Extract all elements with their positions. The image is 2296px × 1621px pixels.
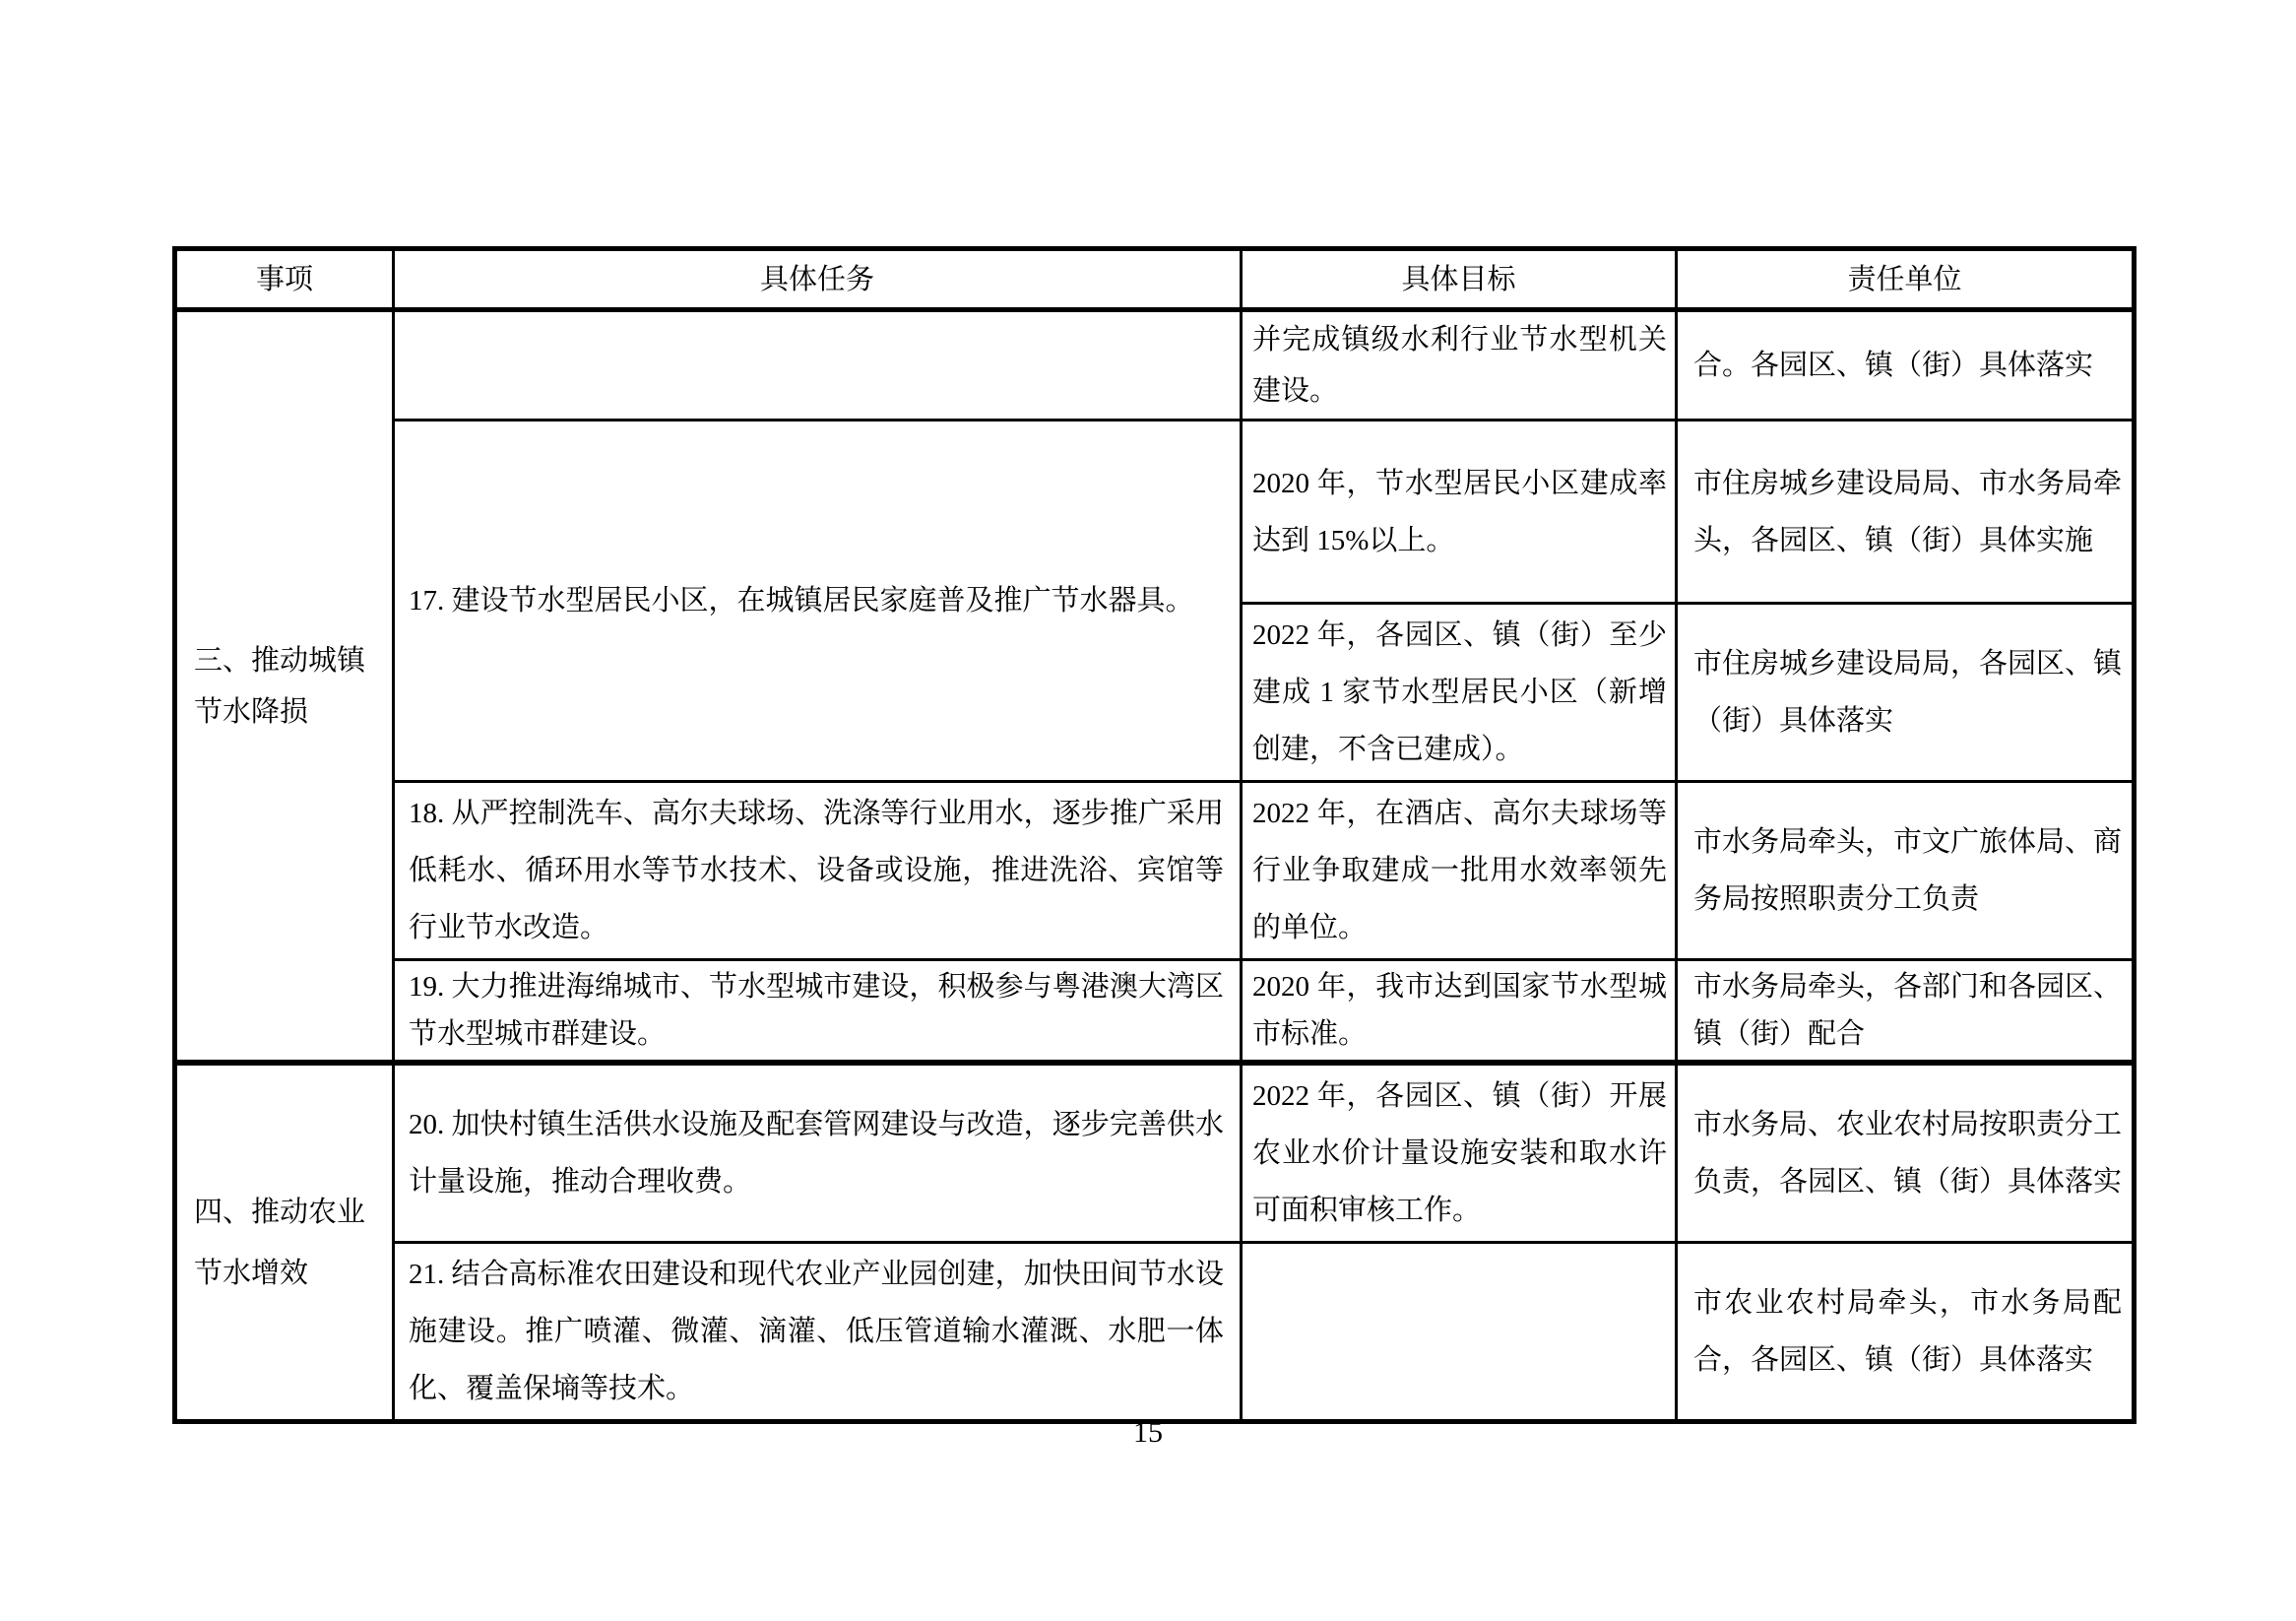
unit-cell: 合。各园区、镇（街）具体落实	[1677, 310, 2135, 421]
goal-cell: 2022 年，在酒店、高尔夫球场等行业争取建成一批用水效率领先的单位。	[1242, 782, 1677, 960]
header-task: 具体任务	[394, 249, 1242, 310]
unit-cell: 市水务局牵头，各部门和各园区、镇（街）配合	[1677, 960, 2135, 1064]
goal-cell: 2020 年，节水型居民小区建成率达到 15%以上。	[1242, 421, 1677, 604]
table-row	[175, 1063, 2135, 1243]
table-row	[175, 421, 2135, 604]
unit-cell: 市住房城乡建设局局，各园区、镇（街）具体落实	[1677, 604, 2135, 782]
task-cell-17: 17. 建设节水型居民小区，在城镇居民家庭普及推广节水器具。	[394, 421, 1242, 782]
task-cell-18: 18. 从严控制洗车、高尔夫球场、洗涤等行业用水，逐步推广采用低耗水、循环用水等节水技术、设备或设施，推进洗浴、宾馆等行业节水改造。	[394, 782, 1242, 960]
unit-cell: 市水务局、农业农村局按职责分工负责，各园区、镇（街）具体落实	[1677, 1063, 2135, 1243]
section-label-urban: 三、推动城镇节水降损	[175, 310, 394, 1064]
goal-cell: 2020 年，我市达到国家节水型城市标准。	[1242, 960, 1677, 1064]
unit-cell: 市住房城乡建设局局、市水务局牵头，各园区、镇（街）具体实施	[1677, 421, 2135, 604]
header-goal: 具体目标	[1242, 249, 1677, 310]
tasks-table	[172, 246, 2137, 1424]
table-row	[175, 1243, 2135, 1422]
table-row	[175, 310, 2135, 421]
goal-cell: 2022 年，各园区、镇（街）至少建成 1 家节水型居民小区（新增创建，不含已建成）。	[1242, 604, 1677, 782]
unit-cell: 市农业农村局牵头，市水务局配合，各园区、镇（街）具体落实	[1677, 1243, 2135, 1422]
header-unit: 责任单位	[1677, 249, 2135, 310]
task-cell-20: 20. 加快村镇生活供水设施及配套管网建设与改造，逐步完善供水计量设施，推动合理收费。	[394, 1063, 1242, 1243]
header-item: 事项	[175, 249, 394, 310]
task-cell-19: 19. 大力推进海绵城市、节水型城市建设，积极参与粤港澳大湾区节水型城市群建设。	[394, 960, 1242, 1064]
goal-cell: 并完成镇级水利行业节水型机关建设。	[1242, 310, 1677, 421]
table-row	[175, 782, 2135, 960]
task-cell-21: 21. 结合高标准农田建设和现代农业产业园创建，加快田间节水设施建设。推广喷灌、微灌、滴灌、低压管道输水灌溉、水肥一体化、覆盖保墒等技术。	[394, 1243, 1242, 1422]
unit-cell: 市水务局牵头，市文广旅体局、商务局按照职责分工负责	[1677, 782, 2135, 960]
section-label-agriculture: 四、推动农业节水增效	[175, 1063, 394, 1422]
goal-cell-empty	[1242, 1243, 1677, 1422]
task-cell-empty	[394, 310, 1242, 421]
goal-cell: 2022 年，各园区、镇（街）开展农业水价计量设施安装和取水许可面积审核工作。	[1242, 1063, 1677, 1243]
table-row	[175, 960, 2135, 1064]
page-number: 15	[1133, 1416, 1163, 1449]
table-header-row	[175, 249, 2135, 310]
